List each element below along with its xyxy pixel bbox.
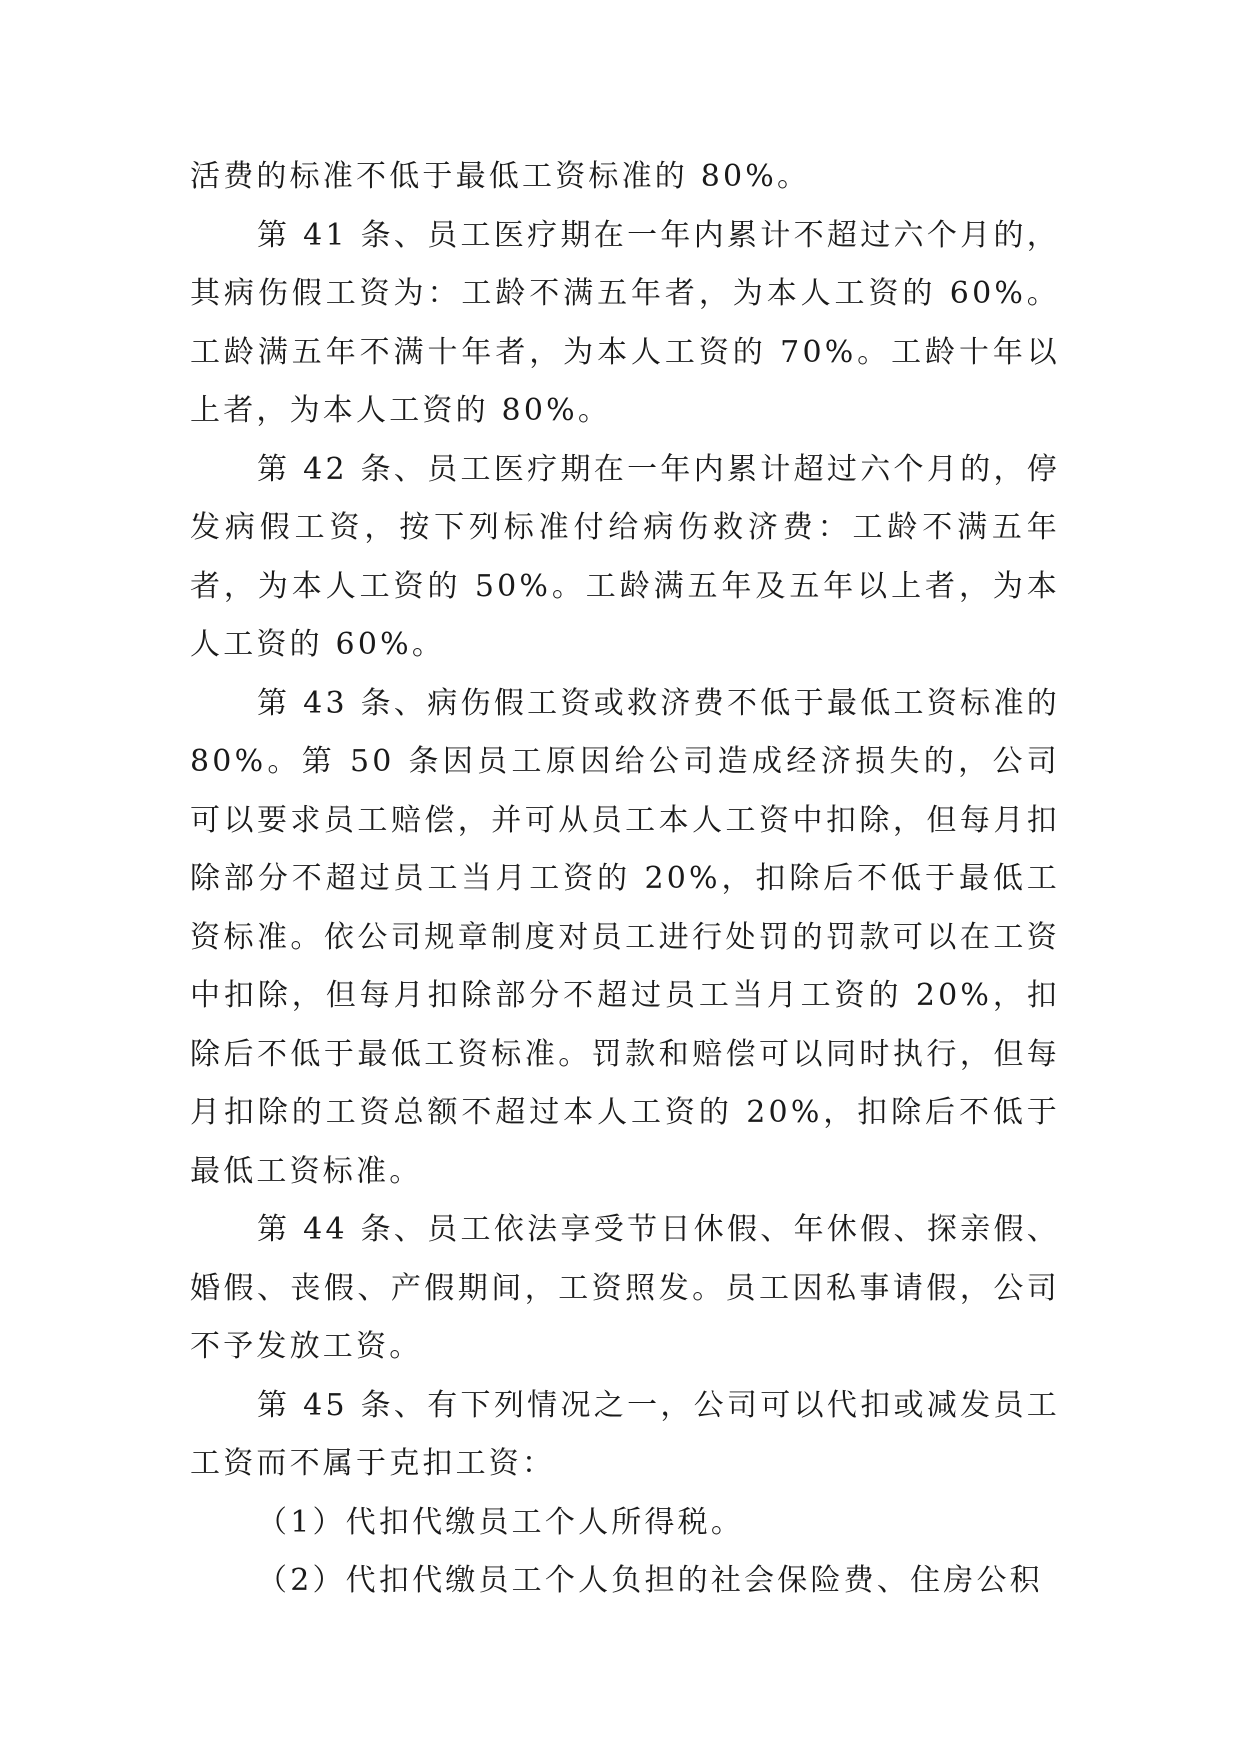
- list-item-1: （1）代扣代缴员工个人所得税。: [257, 1504, 745, 1540]
- paragraph-article-43: 第 43 条、病伤假工资或救济费不低于最低工资标准的 80%。第 50 条因员工原因给公司造成经济损失的，公司可以要求员工赔偿，并可从员工本人工资中扣除，但每月扣除部分不超过员工当月工资的 20%，扣除后不低于最低工资标准。依公司规章制度对员工进行处罚的罚款可以在工资中扣除，但每月扣除部分不超过员工当月工资的 20%，扣除后不低于最低工资标准。罚款和赔偿可以同时执行，但每月扣除的工资总额不超过本人工资的 20%，扣除后不低于最低工资标准。: [190, 685, 1060, 1189]
- paragraph-article-42: 第 42 条、员工医疗期在一年内累计超过六个月的，停发病假工资，按下列标准付给病伤救济费：工龄不满五年者，为本人工资的 50%。工龄满五年及五年以上者，为本人工资的 60%。: [190, 451, 1060, 662]
- paragraph-article-41: 第 41 条、员工医疗期在一年内累计不超过六个月的，其病伤假工资为：工龄不满五年者，为本人工资的 60%。工龄满五年不满十年者，为本人工资的 70%。工龄十年以上者，为本人工资的 80%。: [190, 217, 1060, 428]
- paragraph-article-44: 第 44 条、员工依法享受节日休假、年休假、探亲假、婚假、丧假、产假期间，工资照发。员工因私事请假，公司不予发放工资。: [190, 1212, 1060, 1364]
- document-body: [190, 148, 1060, 1611]
- paragraph-article-45: 第 45 条、有下列情况之一，公司可以代扣或减发员工工资而不属于克扣工资：: [190, 1387, 1060, 1481]
- paragraph-continuation: 活费的标准不低于最低工资标准的 80%。: [190, 159, 811, 194]
- list-item-2: （2）代扣代缴员工个人负担的社会保险费、住房公积: [257, 1563, 1043, 1598]
